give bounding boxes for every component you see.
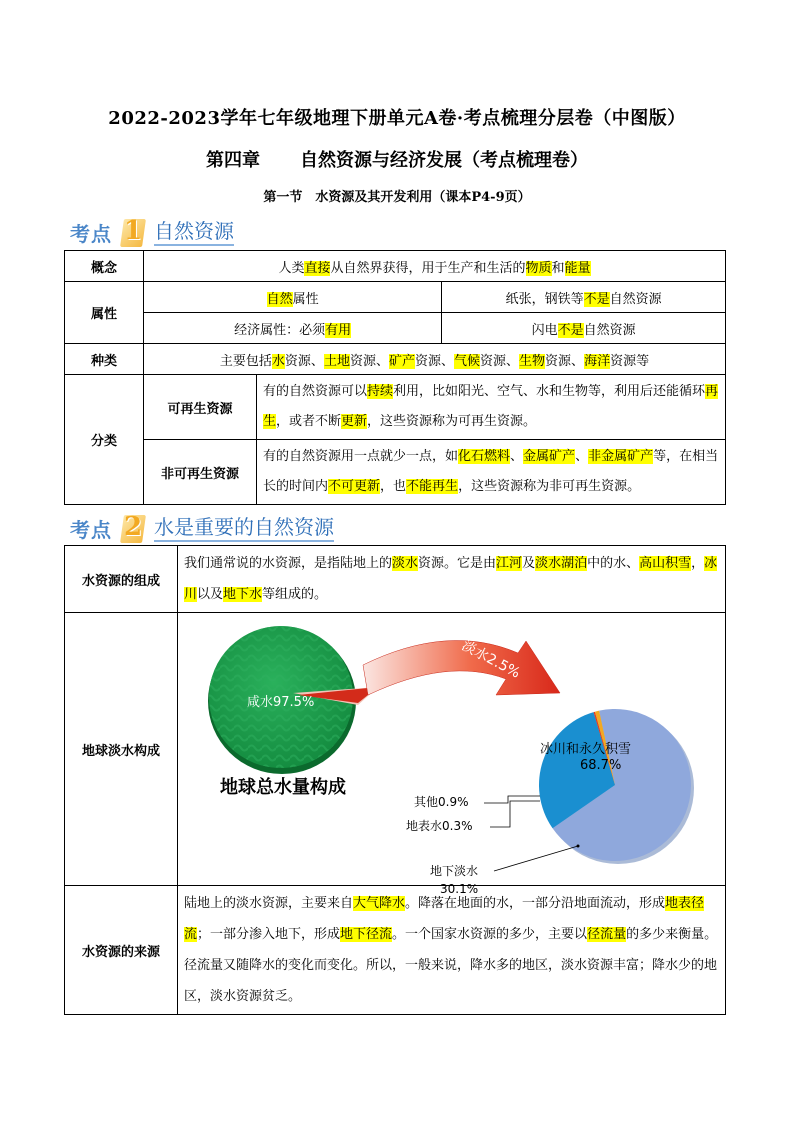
text-segment: 纸张，钢铁等 xyxy=(505,291,584,307)
text-segment: 、 xyxy=(510,449,524,464)
text-segment: 从自然界获得，用于生产和生活的 xyxy=(330,260,526,276)
ground-value: 30.1% xyxy=(440,882,479,896)
table-row xyxy=(65,251,726,282)
text-segment: 及 xyxy=(522,556,536,571)
table-row xyxy=(65,886,726,1015)
table-row xyxy=(65,546,726,613)
highlight-keyword: 地下径流 xyxy=(340,927,393,942)
highlight-keyword: 持续 xyxy=(367,384,394,399)
highlight-keyword: 径流量 xyxy=(587,927,627,942)
highlight-keyword: 不是 xyxy=(583,291,610,307)
text-segment: 主要包括 xyxy=(219,353,272,369)
highlight-keyword: 土地 xyxy=(323,353,350,369)
text-segment: 资源等 xyxy=(610,353,650,369)
highlight-keyword: 江河 xyxy=(496,556,523,571)
chapter-title: 自然资源与经济发展（考点梳理卷） xyxy=(300,150,588,171)
highlight-keyword: 有用 xyxy=(325,322,352,338)
saltwater-label: 咸水97.5% xyxy=(247,695,315,710)
concept-cell xyxy=(144,251,726,282)
text-segment: 。一个国家水资源的多少，主要以 xyxy=(392,927,588,942)
other-label: 其他0.9% xyxy=(414,795,469,809)
source-cell xyxy=(178,886,726,1015)
text-segment: 资源、 xyxy=(349,353,389,369)
kaodian-title: 自然资源 xyxy=(154,219,234,246)
freshwater-figure xyxy=(178,613,724,896)
text-segment: 人类 xyxy=(278,260,305,276)
highlight-keyword: 海洋 xyxy=(584,353,611,369)
highlight-keyword: 不能再生 xyxy=(406,479,459,494)
row-header: 水资源的组成 xyxy=(65,546,178,613)
text-segment: 中的水、 xyxy=(587,556,640,571)
row-header: 分类 xyxy=(65,375,144,505)
text-segment: 利用，比如阳光、空气、水和生物等，利用后还能循环 xyxy=(393,384,706,399)
types-cell xyxy=(144,344,726,375)
text-segment: 等组成的。 xyxy=(262,587,328,602)
attribute-cell xyxy=(144,282,442,313)
number-badge-icon: 1 xyxy=(120,217,146,247)
highlight-keyword: 地下水 xyxy=(223,587,263,602)
water-resources-table xyxy=(64,545,726,1015)
attribute-cell xyxy=(442,313,726,344)
row-header: 概念 xyxy=(65,251,144,282)
text-segment: ，也 xyxy=(380,479,407,494)
attribute-cell xyxy=(144,313,442,344)
sub-header: 非可再生资源 xyxy=(144,440,257,505)
composition-cell xyxy=(178,546,726,613)
text-segment: ；一部分渗入地下，形成 xyxy=(197,927,341,942)
table-row xyxy=(65,613,726,886)
text-segment: 等，在相当长的时间内 xyxy=(263,449,719,494)
highlight-keyword: 物质 xyxy=(525,260,552,276)
text-segment: ，或者不断 xyxy=(276,414,342,429)
table-row xyxy=(65,344,726,375)
figure-cell xyxy=(178,613,726,896)
left-caption: 地球总水量构成 xyxy=(220,777,346,798)
highlight-keyword: 不是 xyxy=(557,322,584,338)
text-segment: 的多少来衡量。径流量又随降水的变化而变化。所以，一般来说，降水多的地区，淡水资源丰富；降水少的地区，淡水资源贫乏。 xyxy=(184,927,718,1004)
text-segment: 有的自然资源用一点就少一点，如 xyxy=(263,449,459,464)
ice-label: 冰川和永久积雪 xyxy=(540,742,632,757)
text-segment: ，这些资源称为非可再生资源。 xyxy=(458,479,641,494)
other-leader-line xyxy=(484,796,540,803)
highlight-keyword: 金属矿产 xyxy=(523,449,576,464)
text-segment: 资源、 xyxy=(545,353,585,369)
highlight-keyword: 水 xyxy=(271,353,285,369)
ice-value: 68.7% xyxy=(580,758,622,773)
highlight-keyword: 大气降水 xyxy=(353,896,406,911)
text-segment: 和 xyxy=(551,260,565,276)
freshwater-arrow-label: 淡水2.5% xyxy=(459,637,523,682)
highlight-keyword: 能量 xyxy=(564,260,591,276)
doc-title: 2022-2023学年七年级地理下册单元A卷·考点梳理分层卷（中图版） xyxy=(108,108,686,129)
number-badge-icon: 2 xyxy=(120,513,146,543)
table-row xyxy=(65,375,726,440)
kaodian-1-heading xyxy=(70,215,234,249)
highlight-keyword: 再生 xyxy=(263,384,719,429)
kaodian-label: 考点 xyxy=(70,517,112,542)
chapter-heading xyxy=(0,146,794,172)
text-segment: 自然资源 xyxy=(583,322,636,338)
surface-label: 地表水0.3% xyxy=(406,819,473,833)
highlight-keyword: 矿产 xyxy=(388,353,415,369)
table-row xyxy=(65,282,726,313)
highlight-keyword: 生物 xyxy=(519,353,546,369)
row-header: 种类 xyxy=(65,344,144,375)
text-segment: 陆地上的淡水资源，主要来自 xyxy=(184,896,354,911)
ground-leader-line xyxy=(494,846,578,871)
row-header: 属性 xyxy=(65,282,144,344)
kaodian-label: 考点 xyxy=(70,221,112,246)
text-segment: 属性 xyxy=(292,291,319,307)
highlight-keyword: 更新 xyxy=(341,414,368,429)
highlight-keyword: 地表径流 xyxy=(184,896,705,942)
highlight-keyword: 直接 xyxy=(304,260,331,276)
chapter-number: 第四章 xyxy=(206,150,260,171)
text-segment: 、 xyxy=(575,449,589,464)
section-heading: 第一节 水资源及其开发利用（课本P4-9页） xyxy=(263,190,531,205)
natural-resources-table xyxy=(64,250,726,505)
table-row xyxy=(65,313,726,344)
highlight-keyword: 淡水湖泊 xyxy=(535,556,588,571)
highlight-keyword: 淡水 xyxy=(392,556,419,571)
table-row xyxy=(65,440,726,505)
text-segment: 以及 xyxy=(197,587,224,602)
renewable-cell xyxy=(257,375,726,440)
ground-label: 地下淡水 xyxy=(430,864,479,878)
highlight-keyword: 高山积雪 xyxy=(639,556,692,571)
attribute-cell xyxy=(442,282,726,313)
highlight-keyword: 自然 xyxy=(266,291,293,307)
row-header: 水资源的来源 xyxy=(65,886,178,1015)
highlight-keyword: 非金属矿产 xyxy=(588,449,654,464)
highlight-keyword: 化石燃料 xyxy=(458,449,511,464)
kaodian-2-heading xyxy=(70,511,334,545)
text-segment: 自然资源 xyxy=(609,291,662,307)
highlight-keyword: 冰川 xyxy=(184,556,718,602)
text-segment: ， xyxy=(691,556,705,571)
text-segment: ，这些资源称为可再生资源。 xyxy=(367,414,537,429)
kaodian-title: 水是重要的自然资源 xyxy=(154,515,334,542)
highlight-keyword: 气候 xyxy=(454,353,481,369)
text-segment: 我们通常说的水资源，是指陆地上的 xyxy=(184,556,393,571)
text-segment: 资源、 xyxy=(284,353,324,369)
text-segment: 有的自然资源可以 xyxy=(263,384,368,399)
freshwater-pie xyxy=(539,709,691,861)
text-segment: 资源、 xyxy=(480,353,520,369)
text-segment: 资源、 xyxy=(414,353,454,369)
nonrenewable-cell xyxy=(257,440,726,505)
sub-header: 可再生资源 xyxy=(144,375,257,440)
text-segment: 资源。它是由 xyxy=(418,556,497,571)
text-segment: 。降落在地面的水，一部分沿地面流动，形成 xyxy=(405,896,666,911)
highlight-keyword: 不可更新 xyxy=(328,479,381,494)
text-segment: 闪电 xyxy=(531,322,558,338)
surface-leader-line xyxy=(490,801,540,827)
text-segment: 经济属性：必须 xyxy=(234,322,326,338)
row-header: 地球淡水构成 xyxy=(65,613,178,886)
